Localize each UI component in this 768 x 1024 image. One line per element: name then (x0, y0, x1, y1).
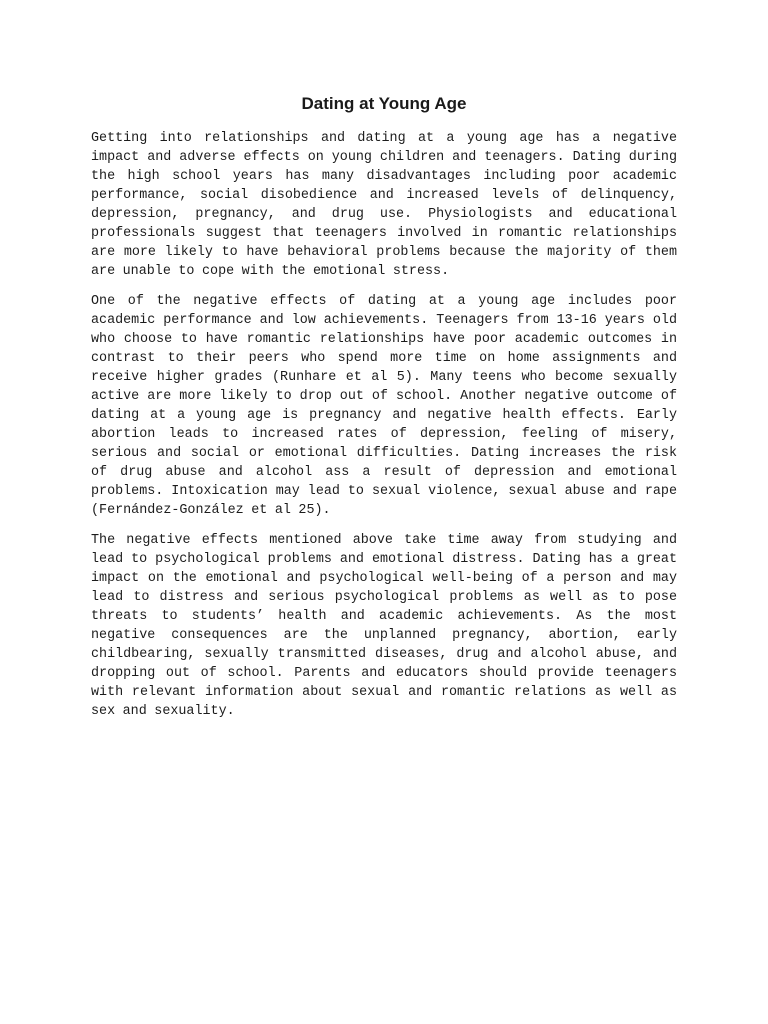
document-body (91, 129, 677, 732)
paragraph-1: Getting into relationships and dating at a young age has a negative impact and adverse effects on young children and teenagers. Dating during the high school years has many disadvantages including poor academic performance, social disobedience and increased levels of delinquency, depression, pregnancy, and drug use. Physiologists and educational professionals suggest that teenagers involved in romantic relationships are more likely to have behavioral problems because the majority of them are unable to cope with the emotional stress. (91, 131, 677, 279)
document-title: Dating at Young Age (301, 94, 467, 113)
paragraph-2: One of the negative effects of dating at a young age includes poor academic performance and low achievements. Teenagers from 13-16 years old who choose to have romantic relationships have poor academic outcomes in contrast to their peers who spend more time on home assignments and receive higher grades (Runhare et al 5). Many teens who become sexually active are more likely to drop out of school. Another negative outcome of dating at a young age is pregnancy and negative health effects. Early abortion leads to increased rates of depression, feeling of misery, serious and social or emotional difficulties. Dating increases the risk of drug abuse and alcohol ass a result of depression and emotional problems. Intoxication may lead to sexual violence, sexual abuse and rape (Fernández-González et al 25). (91, 294, 677, 518)
paragraph-3: The negative effects mentioned above take time away from studying and lead to psychological problems and emotional distress. Dating has a great impact on the emotional and psychological well-being of a person and may lead to distress and serious psychological problems as well as to pose threats to students’ health and academic achievements. As the most negative consequences are the unplanned pregnancy, abortion, early childbearing, sexually transmitted diseases, drug and alcohol abuse, and dropping out of school. Parents and educators should provide teenagers with relevant information about sexual and romantic relations as well as sex and sexuality. (91, 533, 677, 719)
